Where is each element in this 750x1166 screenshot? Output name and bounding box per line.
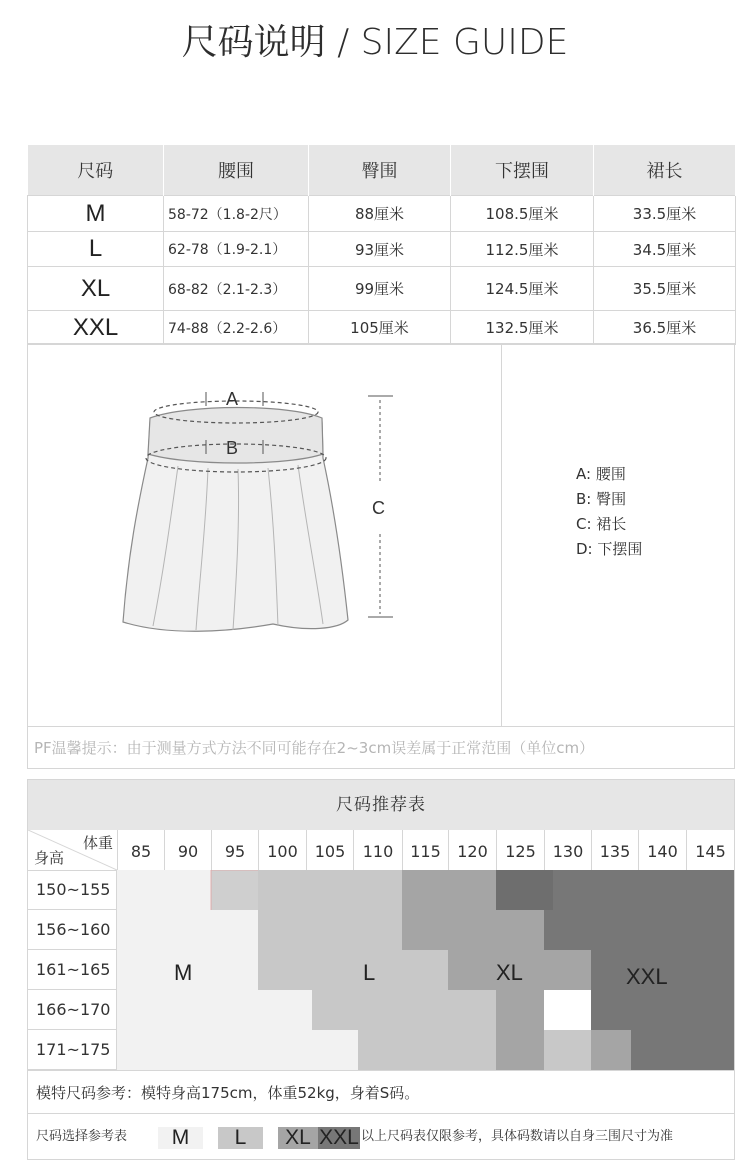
legend-item: A: 腰围 bbox=[576, 465, 626, 483]
hem-cell: 108.5厘米 bbox=[451, 196, 594, 232]
weight-cell: 110 bbox=[353, 830, 402, 870]
size-table-header bbox=[28, 145, 736, 196]
zone-label-l: L bbox=[363, 960, 376, 985]
weight-cell: 105 bbox=[306, 830, 353, 870]
legend-chip-m: M bbox=[158, 1127, 203, 1149]
hip-cell: 93厘米 bbox=[309, 232, 451, 267]
legend-chip-l: L bbox=[218, 1127, 263, 1149]
corner-cell bbox=[28, 830, 117, 870]
zone-m-upper-patch bbox=[211, 870, 258, 910]
measurement-tip: PF温馨提示：由于测量方式方法不同可能存在2~3cm误差属于正常范围（单位cm） bbox=[34, 739, 595, 757]
weight-header-row bbox=[28, 830, 734, 871]
height-cell: 161~165 bbox=[28, 950, 117, 990]
zone-label-xxl: XXL bbox=[626, 964, 668, 989]
marker-b: B bbox=[226, 438, 239, 458]
header-size: 尺码 bbox=[28, 145, 164, 196]
weight-cell: 145 bbox=[686, 830, 734, 870]
header-hem: 下摆围 bbox=[451, 145, 594, 196]
weight-cell: 140 bbox=[638, 830, 686, 870]
weight-cell: 90 bbox=[164, 830, 211, 870]
hem-cell: 124.5厘米 bbox=[451, 267, 594, 311]
weight-cell: 135 bbox=[591, 830, 638, 870]
size-cell: XXL bbox=[28, 311, 164, 345]
hip-cell: 105厘米 bbox=[309, 311, 451, 345]
model-size-note: 模特尺码参考：模特身高175cm，体重52kg，身着S码。 bbox=[28, 1070, 734, 1114]
waist-cell: 58-72（1.8-2尺） bbox=[164, 196, 309, 232]
measurement-diagram bbox=[27, 343, 735, 769]
skirt-illustration bbox=[108, 374, 508, 664]
weight-cell: 125 bbox=[496, 830, 544, 870]
weight-cell: 115 bbox=[402, 830, 448, 870]
weight-cell: 95 bbox=[211, 830, 258, 870]
hip-cell: 88厘米 bbox=[309, 196, 451, 232]
table-row bbox=[28, 196, 736, 232]
header-hip: 臀围 bbox=[309, 145, 451, 196]
length-cell: 35.5厘米 bbox=[594, 267, 736, 311]
header-waist: 腰围 bbox=[164, 145, 309, 196]
legend-item: B: 臀围 bbox=[576, 490, 627, 508]
header-length: 裙长 bbox=[594, 145, 736, 196]
weight-cell: 85 bbox=[117, 830, 164, 870]
legend-item: C: 裙长 bbox=[576, 515, 627, 533]
disclaimer: 以上尺码表仅限参考，具体码数请以自身三围尺寸为准 bbox=[361, 1129, 674, 1144]
hem-cell: 112.5厘米 bbox=[451, 232, 594, 267]
size-cell: M bbox=[28, 196, 164, 232]
zone-l-lower bbox=[544, 1030, 591, 1070]
size-table bbox=[27, 145, 736, 345]
size-legend-row bbox=[28, 1114, 734, 1160]
table-row bbox=[28, 311, 736, 345]
zone-label-m: M bbox=[174, 960, 193, 985]
height-cell: 171~175 bbox=[28, 1030, 117, 1070]
size-cell: L bbox=[28, 232, 164, 267]
size-recommendation-table bbox=[27, 779, 735, 1160]
recommendation-title: 尺码推荐表 bbox=[28, 780, 734, 830]
legend-chip-xxl: XXL bbox=[319, 1126, 359, 1149]
zone-label-xl: XL bbox=[496, 960, 523, 985]
waist-cell: 62-78（1.9-2.1） bbox=[164, 232, 309, 267]
weight-cell: 100 bbox=[258, 830, 306, 870]
table-row bbox=[28, 232, 736, 267]
length-cell: 34.5厘米 bbox=[594, 232, 736, 267]
marker-a: A bbox=[226, 389, 239, 409]
height-cell: 166~170 bbox=[28, 990, 117, 1030]
legend-item: D: 下摆围 bbox=[576, 540, 643, 558]
hip-cell: 99厘米 bbox=[309, 267, 451, 311]
zone-xxl-dark-top bbox=[496, 870, 553, 910]
legend-chip-xl: XL bbox=[278, 1127, 318, 1149]
size-cell: XL bbox=[28, 267, 164, 311]
height-cell: 156~160 bbox=[28, 910, 117, 950]
waist-cell: 68-82（2.1-2.3） bbox=[164, 267, 309, 311]
length-cell: 33.5厘米 bbox=[594, 196, 736, 232]
weight-label: 体重 bbox=[82, 834, 113, 852]
height-label: 身高 bbox=[34, 849, 65, 867]
length-cell: 36.5厘米 bbox=[594, 311, 736, 345]
legend-label: 尺码选择参考表 bbox=[36, 1129, 128, 1144]
table-row bbox=[28, 267, 736, 311]
weight-cell: 120 bbox=[448, 830, 496, 870]
height-cell: 150~155 bbox=[28, 870, 117, 910]
waist-cell: 74-88（2.2-2.6） bbox=[164, 311, 309, 345]
weight-cell: 130 bbox=[544, 830, 591, 870]
page-title: 尺码说明 / SIZE GUIDE bbox=[181, 22, 569, 63]
marker-c: C bbox=[372, 498, 385, 518]
hem-cell: 132.5厘米 bbox=[451, 311, 594, 345]
diagram-divider bbox=[501, 344, 502, 726]
measurement-legend bbox=[576, 462, 642, 562]
tip-divider bbox=[28, 726, 734, 727]
